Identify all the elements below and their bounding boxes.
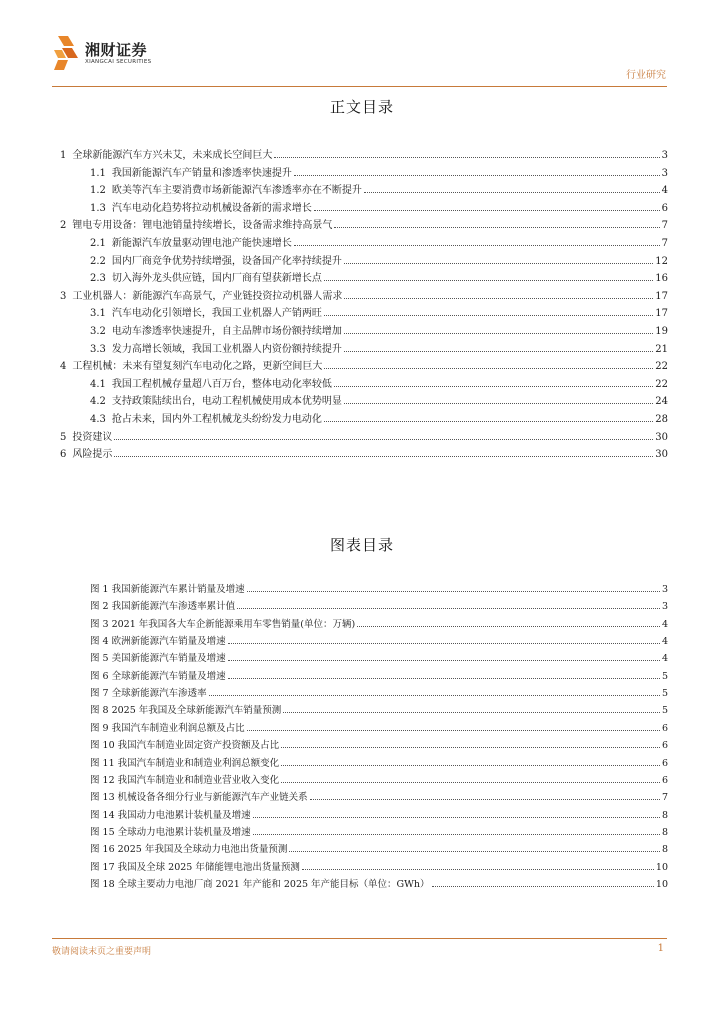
toc-leader-dots <box>334 227 659 228</box>
figure-entry[interactable] <box>90 650 668 666</box>
toc-entry-page: 16 <box>655 273 668 285</box>
toc-entry[interactable] <box>60 287 668 303</box>
toc-entry-number: 4.3 <box>90 414 106 425</box>
figure-entry[interactable] <box>90 616 668 632</box>
brand-name-cn: 湘财证券 <box>85 41 148 59</box>
toc-entry-number: 1.1 <box>90 167 106 179</box>
toc-entry-text: 欧美等汽车主要消费市场新能源汽车渗透率亦在不断提升 <box>111 185 362 197</box>
toc-entry-text: 支持政策陆续出台，电动工程机械使用成本优势明显 <box>111 396 342 408</box>
figure-entry-text: 图 18 全球主要动力电池厂商 2021 年产能和 2025 年产能目标（单位：GWh） <box>90 878 430 890</box>
figure-entry[interactable] <box>90 581 668 597</box>
figure-entry-page: 4 <box>661 618 668 630</box>
figure-entry[interactable] <box>90 755 668 771</box>
toc-entry-text: 汽车电动化趋势将拉动机械设备新的需求增长 <box>111 202 312 214</box>
figure-entry-page: 3 <box>661 584 668 595</box>
figure-entry[interactable] <box>90 702 668 718</box>
toc-entry-number: 4.2 <box>90 396 106 408</box>
page-number: 1 <box>657 943 664 954</box>
figure-entry-page: 4 <box>661 636 668 648</box>
figure-entry-page: 5 <box>661 705 668 717</box>
figure-leader-dots <box>289 851 660 852</box>
toc-entry[interactable] <box>60 357 668 373</box>
figure-entry-page: 7 <box>661 792 668 804</box>
toc-entry-page: 4 <box>661 185 668 197</box>
toc-entry[interactable] <box>60 445 668 461</box>
toc-entry-number: 4 <box>60 361 67 373</box>
toc-entry-number: 3.1 <box>90 308 106 320</box>
figure-leader-dots <box>228 660 660 661</box>
toc-leader-dots <box>334 386 653 387</box>
figure-leader-dots <box>281 747 660 748</box>
figure-entry-text: 图 9 我国汽车制造业利润总额及占比 <box>90 722 245 734</box>
figure-leader-dots <box>247 591 660 592</box>
toc-entry-text: 抢占未来，国内外工程机械龙头纷纷发力电动化 <box>111 414 322 425</box>
toc-entry-number: 1.3 <box>90 202 106 214</box>
figure-entry-text: 图 7 全球新能源汽车渗透率 <box>90 688 207 700</box>
figure-entry-text: 图 12 我国汽车制造业和制造业营业收入变化 <box>90 774 280 786</box>
figure-entry[interactable] <box>90 598 668 614</box>
figure-leader-dots <box>432 886 654 887</box>
toc-entry-page: 7 <box>661 238 668 249</box>
figure-entry-text: 图 2 我国新能源汽车渗透率累计值 <box>90 601 236 613</box>
toc-leader-dots <box>344 403 653 404</box>
toc-entry[interactable] <box>90 375 668 391</box>
figure-entry-page: 5 <box>661 688 668 700</box>
toc-entry-page: 3 <box>661 167 668 179</box>
figure-entry[interactable] <box>90 685 668 701</box>
toc-leader-dots <box>324 421 653 422</box>
toc-leader-dots <box>364 192 660 193</box>
toc-leader-dots <box>294 245 660 246</box>
figure-leader-dots <box>310 799 660 800</box>
footer-divider <box>52 938 667 939</box>
toc-entry-number: 3 <box>60 290 67 302</box>
figure-leader-dots <box>228 678 660 679</box>
figure-entry-page: 8 <box>661 826 668 838</box>
toc-leader-dots <box>274 157 659 158</box>
toc-entry-page: 19 <box>655 326 668 337</box>
toc-entry-number: 6 <box>60 449 67 461</box>
toc-entry-text: 风险提示 <box>72 449 113 461</box>
toc-entry-page: 24 <box>655 396 668 408</box>
toc-entry[interactable] <box>60 428 668 444</box>
toc-entry-text: 工程机械：未来有望复刻汽车电动化之路，更新空间巨大 <box>72 361 323 373</box>
figure-entry[interactable] <box>90 789 668 805</box>
toc-entry[interactable] <box>90 199 668 215</box>
figure-entry[interactable] <box>90 720 668 736</box>
toc-leader-dots <box>294 175 660 176</box>
toc-entry-text: 全球新能源汽车方兴未艾，未来成长空间巨大 <box>72 150 273 161</box>
figures-title: 图表目录 <box>329 536 394 554</box>
toc-leader-dots <box>344 333 653 334</box>
figure-entry-text: 图 16 2025 年我国及全球动力电池出货量预测 <box>90 844 288 856</box>
figure-entry-text: 图 3 2021 年我国各大车企新能源乘用车零售销量(单位：万辆) <box>90 618 356 630</box>
figure-entry-page: 5 <box>661 670 668 682</box>
toc-leader-dots <box>344 263 653 264</box>
figure-entry-page: 8 <box>661 844 668 856</box>
toc-entry-page: 17 <box>655 308 668 320</box>
disclaimer-note: 敬请阅读末页之重要声明 <box>52 947 152 957</box>
figure-entry-text: 图 14 我国动力电池累计装机量及增速 <box>90 809 251 821</box>
toc-entry-page: 22 <box>655 361 668 373</box>
toc-entry[interactable] <box>90 340 668 356</box>
toc-entry-page: 6 <box>661 202 668 214</box>
toc-entry-text: 国内厂商竞争优势持续增强，设备国产化率持续提升 <box>111 255 342 267</box>
toc-entry[interactable] <box>60 146 668 162</box>
industry-label: 行业研究 <box>626 70 666 81</box>
figure-entry-text: 图 17 我国及全球 2025 年储能锂电池出货量预测 <box>90 861 300 873</box>
brand-logo-icon <box>52 36 82 74</box>
figure-entry[interactable] <box>90 772 668 788</box>
toc-entry-page: 30 <box>655 431 668 443</box>
toc-leader-dots <box>114 456 653 457</box>
toc-entry-page: 30 <box>655 449 668 461</box>
toc-entry[interactable] <box>60 216 668 232</box>
figure-leader-dots <box>253 834 660 835</box>
figure-entry[interactable] <box>90 807 668 823</box>
figure-entry-text: 图 1 我国新能源汽车累计销量及增速 <box>90 584 245 595</box>
figure-entry-page: 4 <box>661 653 668 665</box>
figure-leader-dots <box>209 695 660 696</box>
figure-entry-text: 图 4 欧洲新能源汽车销量及增速 <box>90 636 226 648</box>
page-header <box>0 0 724 96</box>
toc-entry-page: 17 <box>655 290 668 302</box>
figure-entry-text: 图 6 全球新能源汽车销量及增速 <box>90 670 226 682</box>
toc-leader-dots <box>324 315 653 316</box>
figure-entry-page: 6 <box>661 722 668 734</box>
figure-leader-dots <box>281 765 660 766</box>
toc-entry[interactable] <box>90 322 668 338</box>
toc-entry-page: 22 <box>655 378 668 390</box>
toc-entry[interactable] <box>90 181 668 197</box>
toc-entry-text: 我国工程机械存量超八百万台，整体电动化率较低 <box>111 378 332 390</box>
figure-entry-text: 图 10 我国汽车制造业固定资产投资额及占比 <box>90 740 280 752</box>
figure-leader-dots <box>302 869 654 870</box>
toc-entry-page: 28 <box>655 414 668 425</box>
figure-entry-text: 图 15 全球动力电池累计装机量及增速 <box>90 826 251 838</box>
figure-entry-page: 10 <box>655 878 668 890</box>
toc-entry-text: 投资建议 <box>72 431 113 443</box>
toc-entry-page: 12 <box>655 255 668 267</box>
toc-leader-dots <box>344 351 653 352</box>
figure-leader-dots <box>228 643 660 644</box>
figure-entry[interactable] <box>90 633 668 649</box>
toc-entry-page: 3 <box>661 150 668 161</box>
toc-entry-number: 2.2 <box>90 255 106 267</box>
figure-entry[interactable] <box>90 737 668 753</box>
toc-entry-text: 工业机器人：新能源汽车高景气，产业链投资拉动机器人需求 <box>72 290 343 302</box>
toc-entry-number: 5 <box>60 431 67 443</box>
toc-leader-dots <box>324 280 653 281</box>
toc-entry[interactable] <box>90 410 668 426</box>
toc-entry-text: 锂电专用设备：锂电池销量持续增长，设备需求维持高景气 <box>72 220 333 232</box>
figure-leader-dots <box>357 626 660 627</box>
toc-entry-number: 1.2 <box>90 185 106 197</box>
toc-entry-number: 3.2 <box>90 326 106 337</box>
toc-entry-page: 7 <box>661 220 668 232</box>
toc-entry-text: 发力高增长领域，我国工业机器人内资份额持续提升 <box>111 343 342 355</box>
toc-entry-number: 2.3 <box>90 273 106 285</box>
figure-entry[interactable] <box>90 668 668 684</box>
figure-entry-text: 图 8 2025 年我国及全球新能源汽车销量预测 <box>90 705 282 717</box>
figure-entry-text: 图 13 机械设备各细分行业与新能源汽车产业链关系 <box>90 792 308 804</box>
figure-entry[interactable] <box>90 876 668 892</box>
figure-entry-page: 6 <box>661 774 668 786</box>
figure-entry-text: 图 11 我国汽车制造业和制造业利润总额变化 <box>90 757 280 769</box>
figure-leader-dots <box>237 608 660 609</box>
toc-entry-text: 我国新能源汽车产销量和渗透率快速提升 <box>111 167 292 179</box>
figure-entry[interactable] <box>90 859 668 875</box>
toc-leader-dots <box>314 210 660 211</box>
toc-entry-text: 汽车电动化引领增长，我国工业机器人产销两旺 <box>111 308 322 320</box>
figure-entry-page: 10 <box>655 861 668 873</box>
figure-entry[interactable] <box>90 824 668 840</box>
brand-logo <box>52 36 162 80</box>
toc-entry-number: 1 <box>60 150 67 161</box>
header-divider <box>52 86 667 87</box>
toc-leader-dots <box>344 298 653 299</box>
toc-entry-number: 2.1 <box>90 238 106 249</box>
figure-leader-dots <box>253 817 660 818</box>
toc-entry-text: 切入海外龙头供应链，国内厂商有望获新增长点 <box>111 273 322 285</box>
toc-entry[interactable] <box>90 269 668 285</box>
toc-leader-dots <box>324 368 653 369</box>
toc-entry[interactable] <box>90 392 668 408</box>
toc-entry[interactable] <box>90 252 668 268</box>
toc-entry[interactable] <box>90 304 668 320</box>
figure-leader-dots <box>281 782 660 783</box>
toc-entry-text: 电动车渗透率快速提升，自主品牌市场份额持续增加 <box>111 326 342 337</box>
brand-name-en: XIANGCAI SECURITIES <box>85 59 152 65</box>
toc-leader-dots <box>114 439 653 440</box>
toc-title: 正文目录 <box>329 98 394 116</box>
figure-leader-dots <box>283 712 660 713</box>
figure-entry[interactable] <box>90 841 668 857</box>
figure-entry-page: 6 <box>661 740 668 752</box>
figure-entry-text: 图 5 美国新能源汽车销量及增速 <box>90 653 226 665</box>
toc-entry-number: 3.3 <box>90 343 106 355</box>
toc-entry[interactable] <box>90 164 668 180</box>
figure-entry-page: 8 <box>661 809 668 821</box>
toc-entry-page: 21 <box>655 343 668 355</box>
toc-entry-number: 4.1 <box>90 378 106 390</box>
figure-entry-page: 6 <box>661 757 668 769</box>
toc-entry[interactable] <box>90 234 668 250</box>
figure-entry-page: 3 <box>661 601 668 613</box>
toc-entry-text: 新能源汽车放量驱动锂电池产能快速增长 <box>111 238 292 249</box>
figure-leader-dots <box>247 730 660 731</box>
toc-entry-number: 2 <box>60 220 67 232</box>
